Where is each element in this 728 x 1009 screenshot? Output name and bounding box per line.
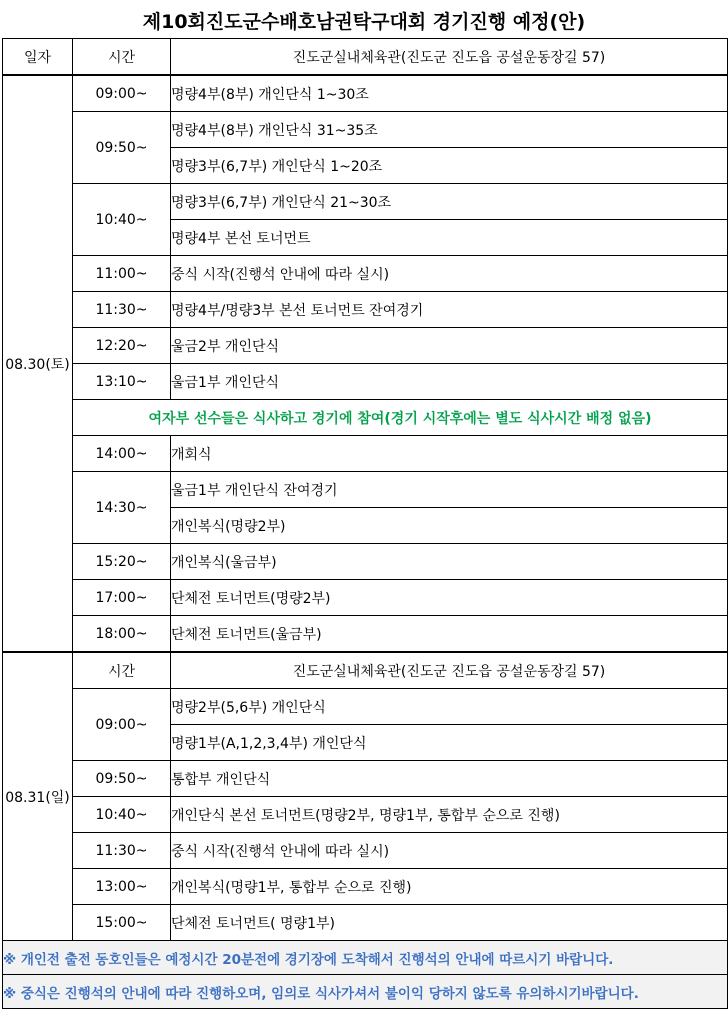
time-cell: 09:50~ — [73, 112, 171, 184]
venue-header: 진도군실내체육관(진도군 진도읍 공설운동장길 57) — [171, 652, 728, 689]
schedule-row — [3, 689, 728, 725]
schedule-row — [3, 797, 728, 833]
time-cell: 11:30~ — [73, 292, 171, 328]
time-cell: 13:00~ — [73, 869, 171, 905]
time-cell: 14:30~ — [73, 472, 171, 544]
time-cell: 12:20~ — [73, 328, 171, 364]
activity-cell: 울금2부 개인단식 — [171, 328, 728, 364]
day2-header-row — [3, 652, 728, 689]
time-cell: 15:00~ — [73, 905, 171, 941]
time-column-header: 시간 — [73, 652, 171, 689]
schedule-table — [2, 38, 728, 1009]
lunch-note: 여자부 선수들은 식사하고 경기에 참여(경기 시작후에는 별도 식사시간 배정 없음) — [73, 400, 728, 436]
footnote-row — [3, 975, 728, 1009]
activity-cell: 개인복식(명량1부, 통합부 순으로 진행) — [171, 869, 728, 905]
day1-date: 08.30(토) — [3, 75, 73, 652]
schedule-row — [3, 905, 728, 941]
time-cell: 11:30~ — [73, 833, 171, 869]
day2-date: 08.31(일) — [3, 652, 73, 941]
time-cell: 15:20~ — [73, 544, 171, 580]
date-column-header: 일자 — [3, 39, 73, 76]
activity-cell: 중식 시작(진행석 안내에 따라 실시) — [171, 833, 728, 869]
activity-cell: 명량4부(8부) 개인단식 1~30조 — [171, 75, 728, 112]
venue-header: 진도군실내체육관(진도군 진도읍 공설운동장길 57) — [171, 39, 728, 76]
activity-cell: 명량4부(8부) 개인단식 31~35조 — [171, 112, 728, 148]
schedule-row — [3, 328, 728, 364]
activity-cell: 명량3부(6,7부) 개인단식 1~20조 — [171, 148, 728, 184]
time-cell: 09:00~ — [73, 75, 171, 112]
schedule-row — [3, 436, 728, 472]
activity-cell: 통합부 개인단식 — [171, 761, 728, 797]
time-cell: 14:00~ — [73, 436, 171, 472]
schedule-row — [3, 364, 728, 400]
footnote-row — [3, 941, 728, 975]
schedule-row — [3, 833, 728, 869]
page-title: 제10회진도군수배호남권탁구대회 경기진행 예정(안) — [142, 10, 586, 33]
footnote: ※ 개인전 출전 동호인들은 예정시간 20분전에 경기장에 도착해서 진행석의 안내에 따르시기 바랍니다. — [3, 941, 728, 975]
time-cell: 10:40~ — [73, 797, 171, 833]
schedule-row — [3, 184, 728, 220]
time-column-header: 시간 — [73, 39, 171, 76]
schedule-row — [3, 112, 728, 148]
schedule-row — [3, 75, 728, 112]
activity-cell: 개인단식 본선 토너먼트(명량2부, 명량1부, 통합부 순으로 진행) — [171, 797, 728, 833]
schedule-row — [3, 616, 728, 653]
activity-cell: 명량4부/명량3부 본선 토너먼트 잔여경기 — [171, 292, 728, 328]
schedule-row — [3, 292, 728, 328]
activity-cell: 명량1부(A,1,2,3,4부) 개인단식 — [171, 725, 728, 761]
activity-cell: 울금1부 개인단식 잔여경기 — [171, 472, 728, 508]
activity-cell: 단체전 토너먼트( 명량1부) — [171, 905, 728, 941]
footnote: ※ 중식은 진행석의 안내에 따라 진행하오며, 임의로 식사가셔서 불이익 당하지 않도록 유의하시기바랍니다. — [3, 975, 728, 1009]
schedule-row — [3, 869, 728, 905]
time-cell: 13:10~ — [73, 364, 171, 400]
activity-cell: 단체전 토너먼트(명량2부) — [171, 580, 728, 616]
activity-cell: 명량4부 본선 토너먼트 — [171, 220, 728, 256]
note-row — [3, 400, 728, 436]
activity-cell: 단체전 토너먼트(울금부) — [171, 616, 728, 653]
activity-cell: 개인복식(울금부) — [171, 544, 728, 580]
activity-cell: 명량3부(6,7부) 개인단식 21~30조 — [171, 184, 728, 220]
activity-cell: 중식 시작(진행석 안내에 따라 실시) — [171, 256, 728, 292]
activity-cell: 개인복식(명량2부) — [171, 508, 728, 544]
schedule-row — [3, 544, 728, 580]
activity-cell: 명량2부(5,6부) 개인단식 — [171, 689, 728, 725]
time-cell: 09:50~ — [73, 761, 171, 797]
header-row — [3, 39, 728, 76]
time-cell: 10:40~ — [73, 184, 171, 256]
schedule-row — [3, 256, 728, 292]
schedule-row — [3, 580, 728, 616]
schedule-row — [3, 472, 728, 508]
time-cell: 11:00~ — [73, 256, 171, 292]
time-cell: 09:00~ — [73, 689, 171, 761]
schedule-row — [3, 761, 728, 797]
activity-cell: 울금1부 개인단식 — [171, 364, 728, 400]
activity-cell: 개회식 — [171, 436, 728, 472]
time-cell: 18:00~ — [73, 616, 171, 653]
time-cell: 17:00~ — [73, 580, 171, 616]
